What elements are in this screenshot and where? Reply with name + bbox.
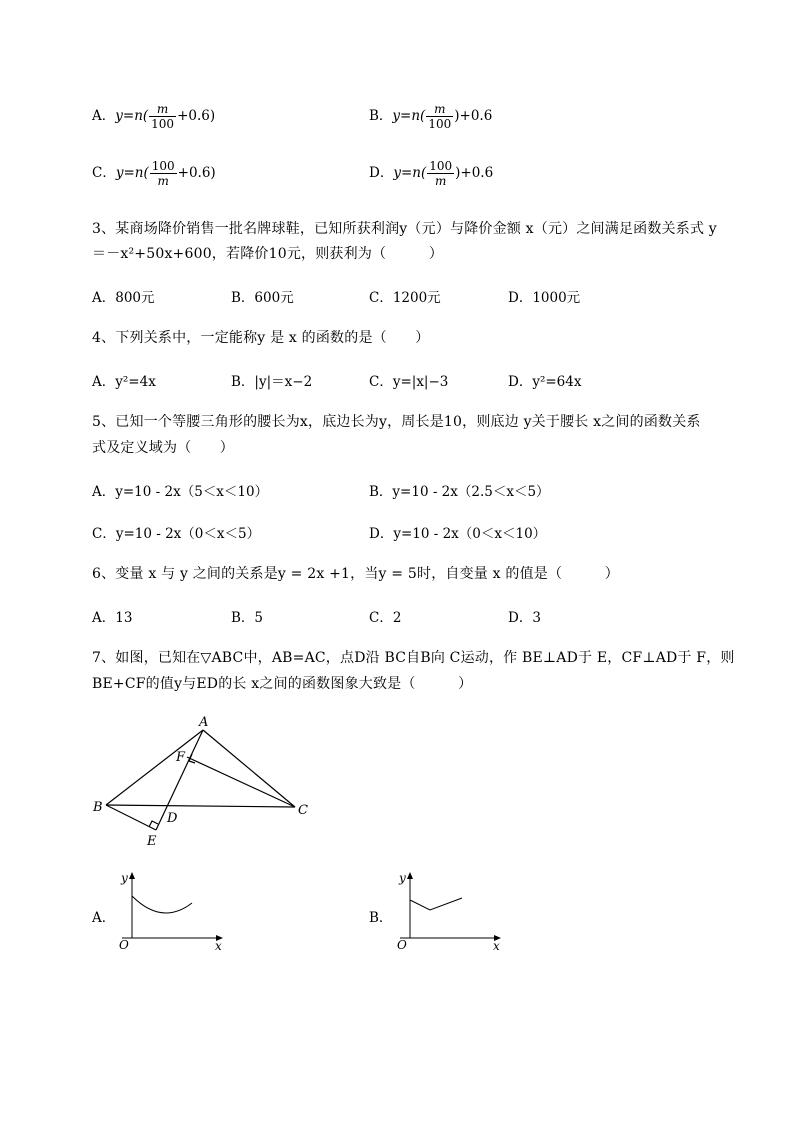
- q7-stem-line1: 7、如图，已知在▽ABC中，AB=AC，点D沿 BC自B向 C运动，作 BE⊥AD于 E，CF⊥AD于 F，则: [92, 650, 735, 666]
- right-angle-mark-e: [149, 821, 158, 827]
- q5-option-a[interactable]: A．y=10 - 2x（5＜x＜10）: [92, 484, 269, 500]
- q6-option-d[interactable]: D．3: [508, 610, 541, 626]
- option-label: B．: [369, 108, 393, 124]
- q4-option-d[interactable]: D．y²=64x: [508, 374, 582, 390]
- q6-stem: 6、变量 x 与 y 之间的关系是y = 2x +1，当y = 5时，自变量 x 的值是（ ）: [92, 566, 619, 582]
- q6-option-c[interactable]: C．2: [369, 610, 402, 626]
- q3-option-d[interactable]: D．1000元: [508, 290, 581, 306]
- q4-option-a[interactable]: A．y²=4x: [92, 374, 156, 390]
- q7-stem-line2: BE+CF的值y与ED的长 x之间的函数图象大致是（ ）: [92, 676, 473, 692]
- fraction-numerator: 100: [429, 159, 453, 173]
- origin-label: O: [119, 938, 129, 952]
- curve: [132, 896, 192, 913]
- q3-option-b[interactable]: B．600元: [231, 290, 294, 306]
- option-prefix: y=n(: [393, 165, 427, 181]
- vertex-label-f: F: [176, 750, 186, 765]
- q4-option-b[interactable]: B．|y|＝x−2: [231, 374, 313, 390]
- x-axis-label: x: [215, 939, 222, 953]
- segment-ac: [203, 730, 295, 807]
- fraction: [426, 102, 453, 131]
- option-suffix: )+0.6: [454, 108, 493, 124]
- origin-label: O: [397, 938, 407, 952]
- q7-graph-b[interactable]: [390, 868, 505, 953]
- option-prefix: y=n(: [115, 165, 149, 181]
- q3-stem-line2: ＝－x²+50x+600，若降价10元，则获利为（ ）: [92, 246, 444, 262]
- segment-ab: [106, 730, 203, 805]
- right-angle-mark-f: [189, 754, 195, 763]
- q5-option-b[interactable]: B．y=10 - 2x（2.5＜x＜5）: [369, 484, 550, 500]
- option-label: A．: [92, 108, 116, 124]
- fraction-denominator: 100: [428, 117, 452, 131]
- segment-be: [106, 805, 156, 830]
- q3-option-a[interactable]: A．800元: [92, 290, 155, 306]
- q4-stem: 4、下列关系中，一定能称y 是 x 的函数的是（ ）: [92, 330, 430, 346]
- fraction-denominator: m: [434, 174, 447, 188]
- y-axis-arrow: [407, 872, 413, 879]
- fraction: [427, 159, 454, 188]
- vertex-label-c: C: [298, 803, 308, 818]
- q6-option-a[interactable]: A．13: [92, 610, 133, 626]
- y-axis-label: y: [399, 871, 406, 885]
- q2-option-d[interactable]: [369, 159, 493, 188]
- fraction-numerator: m: [149, 102, 176, 117]
- option-suffix: +0.6): [177, 165, 216, 181]
- vertex-label-e: E: [147, 834, 157, 849]
- vertex-label-d: D: [167, 811, 178, 826]
- y-axis-arrow: [129, 872, 135, 879]
- q7-option-b-label[interactable]: B．: [369, 910, 393, 926]
- q5-option-d[interactable]: D．y=10 - 2x（0＜x＜10）: [369, 526, 547, 542]
- q6-option-b[interactable]: B．5: [231, 610, 264, 626]
- option-prefix: y=n(: [392, 108, 426, 124]
- q7-option-a-label[interactable]: A．: [92, 910, 116, 926]
- q3-option-c[interactable]: C．1200元: [369, 290, 441, 306]
- q3-stem-line1: 3、某商场降价销售一批名牌球鞋，已知所获利润y（元）与降价金额 x（元）之间满足函数关系式 y: [92, 221, 717, 237]
- fraction-denominator: 100: [151, 117, 175, 131]
- fraction-numerator: 100: [151, 159, 175, 173]
- q5-option-c[interactable]: C．y=10 - 2x（0＜x＜5）: [92, 526, 261, 542]
- fraction: [150, 159, 177, 188]
- segment-ae: [156, 730, 203, 830]
- q2-option-a[interactable]: [92, 102, 215, 131]
- fraction: [149, 102, 176, 131]
- q7-graph-a[interactable]: [112, 868, 227, 953]
- vertex-label-b: B: [93, 800, 103, 815]
- option-prefix: y=n(: [115, 108, 149, 124]
- x-axis-label: x: [493, 939, 500, 953]
- vertex-label-a: A: [199, 715, 209, 730]
- segment-cf: [187, 757, 295, 807]
- segment-bc: [106, 805, 295, 807]
- q2-option-c[interactable]: [92, 159, 216, 188]
- fraction-numerator: m: [426, 102, 453, 117]
- option-suffix: +0.6): [177, 108, 216, 124]
- polyline-graph: [410, 898, 462, 910]
- y-axis-label: y: [121, 871, 128, 885]
- q2-option-b[interactable]: [369, 102, 492, 131]
- q4-option-c[interactable]: C．y=|x|−3: [369, 374, 449, 390]
- option-label: C．: [92, 165, 116, 181]
- fraction-denominator: m: [157, 174, 169, 188]
- option-suffix: )+0.6: [455, 165, 494, 181]
- option-label: D．: [369, 165, 394, 181]
- triangle-figure: [85, 710, 325, 855]
- q5-stem-line2: 式及定义域为（ ）: [92, 440, 234, 456]
- q5-stem-line1: 5、已知一个等腰三角形的腰长为x，底边长为y，周长是10，则底边 y关于腰长 x之间的函数关系: [92, 414, 701, 430]
